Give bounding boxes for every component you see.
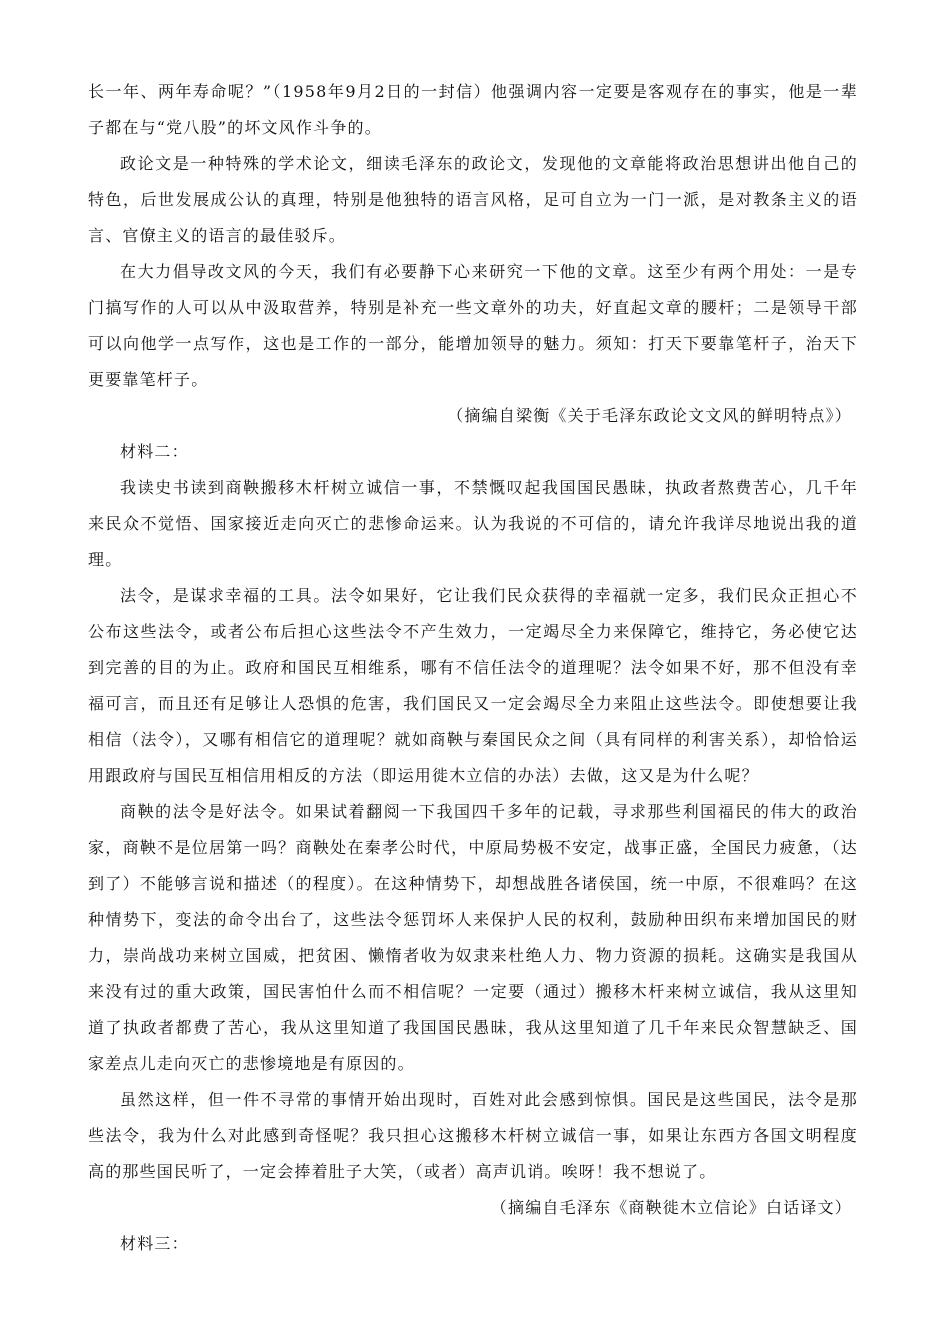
section-heading-material-2: 材料二： <box>120 442 189 461</box>
paragraph-continuation: 长一年、两年寿命呢？”（1958年9月2日的一封信）他强调内容一定要是客观存在的事实，他是一辈子都在与“党八股”的坏文风作斗争的。 <box>88 82 858 137</box>
source-citation-2: （摘编自毛泽东《商鞅徙木立信论》白话译文） <box>490 1198 852 1217</box>
paragraph-political-essay: 政论文是一种特殊的学术论文，细读毛泽东的政论文，发现他的文章能将政治思想讲出他自己的特色，后世发展成公认的真理，特别是他独特的语言风格，足可自立为一门一派，是对教条主义的语言、官僚主义的语言的最佳驳斥。 <box>88 154 858 245</box>
section-heading-material-3: 材料三： <box>120 1234 189 1253</box>
paragraph-conclusion: 虽然这样，但一件不寻常的事情开始出现时，百姓对此会感到惊惧。国民是这些国民，法令是那些法令，我为什么对此感到奇怪呢？我只担心这搬移木杆树立诚信一事，如果让东西方各国文明程度高的那些国民听了，一定会捧着肚子大笑，（或者）高声讥诮。唉呀！我不想说了。 <box>88 1090 858 1181</box>
paragraph-good-law: 商鞅的法令是好法令。如果试着翻阅一下我国四千多年的记载，寻求那些利国福民的伟大的政治家，商鞅不是位居第一吗？商鞅处在秦孝公时代，中原局势极不安定，战事正盛，全国民力疲惫，（达到了）不能够言说和描述（的程度）。在这种情势下，却想战胜各诸侯国，统一中原，不很难吗？在这种情势下，变法的命令出台了，这些法令惩罚坏人来保护人民的权利，鼓励种田织布来增加国民的财力，崇尚战功来树立国威，把贫困、懒惰者收为奴隶来杜绝人力、物力资源的损耗。这确实是我国从来没有过的重大政策，国民害怕什么而不相信呢？一定要（通过）搬移木杆来树立诚信，我从这里知道了执政者都费了苦心，我从这里知道了我国国民愚昧，我从这里知道了几千年来民众智慧缺乏、国家差点儿走向灭亡的悲惨境地是有原因的。 <box>88 802 858 1073</box>
paragraph-law-happiness: 法令，是谋求幸福的工具。法令如果好，它让我们民众获得的幸福就一定多，我们民众正担心不公布这些法令，或者公布后担心这些法令不产生效力，一定竭尽全力来保障它，维持它，务必使它达到完善的目的为止。政府和国民互相维系，哪有不信任法令的道理呢？法令如果不好，那不但没有幸福可言，而且还有足够让人恐惧的危害，我们国民又一定会竭尽全力来阻止这些法令。即使想要让我相信（法令），又哪有相信它的道理呢？就如商鞅与秦国民众之间（具有同样的利害关系），却恰恰运用跟政府与国民互相信用相反的方法（即运用徙木立信的办法）去做，这又是为什么呢？ <box>88 586 858 785</box>
paragraph-writing-style: 在大力倡导改文风的今天，我们有必要静下心来研究一下他的文章。这至少有两个用处：一是专门搞写作的人可以从中汲取营养，特别是补充一些文章外的功夫，好直起文章的腰杆；二是领导干部可以向他学一点写作，这也是工作的一部分，能增加领导的魅力。须知：打天下要靠笔杆子，治天下更要靠笔杆子。 <box>88 262 858 389</box>
paragraph-shang-yang-intro: 我读史书读到商鞅搬移木杆树立诚信一事，不禁慨叹起我国国民愚昧，执政者熬费苦心，几千年来民众不觉悟、国家接近走向灭亡的悲惨命运来。认为我说的不可信的，请允许我详尽地说出我的道理。 <box>88 478 858 569</box>
source-citation-1: （摘编自梁衡《关于毛泽东政论文文风的鲜明特点》） <box>447 406 852 425</box>
